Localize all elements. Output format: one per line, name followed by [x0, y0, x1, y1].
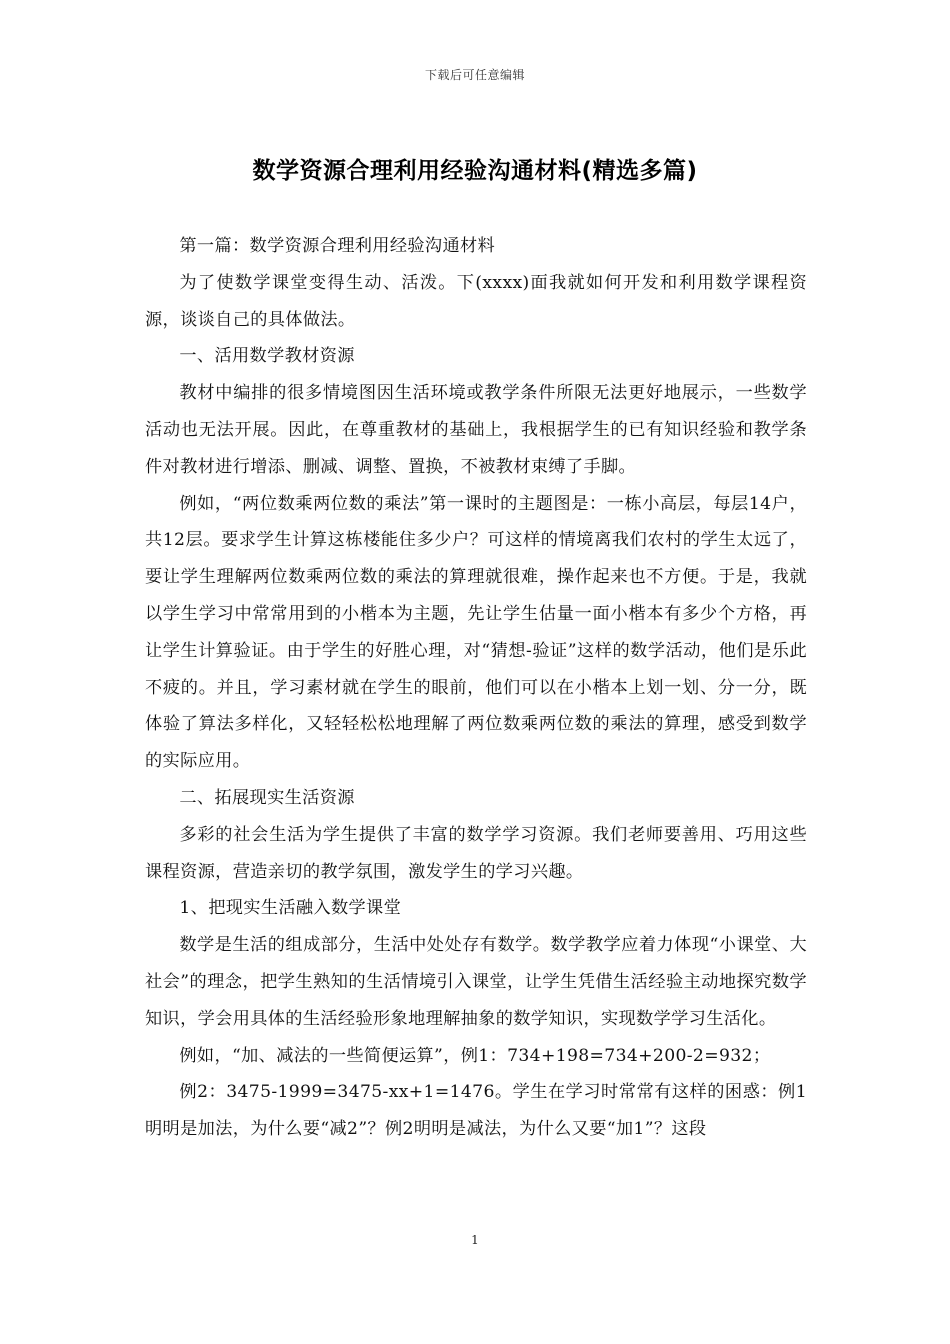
paragraph-intro: 为了使数学课堂变得生动、活泼。下(xxxx)面我就如何开发和利用数学课程资源，谈谈自己的具体做法。	[145, 272, 807, 330]
paragraph-addition-example: 例如，“加、减法的一些简便运算”，例1：734+198=734+200-2=932；	[179, 1045, 771, 1066]
document-body	[145, 228, 807, 1148]
paragraph-multiplication-example: 例如，“两位数乘两位数的乘法”第一课时的主题图是：一栋小高层，每层14户，共12层。要求学生计算这栋楼能住多少户？可这样的情境离我们农村的学生太远了，要让学生理解两位数乘两位数的乘法的算理就很难，操作起来也不方便。于是，我就以学生学习中常常用到的小楷本为主题，先让学生估量一面小楷本有多少个方格，再让学生计算验证。由于学生的好胜心理，对“猜想-验证”这样的数学活动，他们是乐此不疲的。并且，学习素材就在学生的眼前，他们可以在小楷本上划一划、分一分，既体验了算法多样化，又轻轻松松地理解了两位数乘两位数的乘法的算理，感受到数学的实际应用。	[145, 493, 807, 772]
paragraph-textbook-adaptation: 教材中编排的很多情境图因生活环境或教学条件所限无法更好地展示，一些数学活动也无法开展。因此，在尊重教材的基础上，我根据学生的已有知识经验和教学条件对教材进行增添、删减、调整、置换，不被教材束缚了手脚。	[145, 383, 807, 477]
page-number: 1	[471, 1233, 479, 1247]
paragraph-social-life: 多彩的社会生活为学生提供了丰富的数学学习资源。我们老师要善用、巧用这些课程资源，营造亲切的教学氛围，激发学生的学习兴趣。	[145, 824, 807, 882]
section-heading-life-resources: 二、拓展现实生活资源	[179, 787, 355, 808]
section-heading-part-one: 第一篇：数学资源合理利用经验沟通材料	[179, 236, 496, 256]
section-heading-textbook-resources: 一、活用数学教材资源	[179, 346, 355, 367]
paragraph-subtraction-example: 例2：3475-1999=3475-xx+1=1476。学生在学习时常常有这样的困惑：例1明明是加法，为什么要“减2”？例2明明是减法，为什么又要“加1”？这段	[145, 1082, 807, 1140]
header-note: 下载后可任意编辑	[424, 68, 525, 82]
document-title: 数学资源合理利用经验沟通材料(精选多篇)	[252, 158, 698, 184]
subsection-heading-life-into-class: 1、把现实生活融入数学课堂	[179, 898, 402, 919]
paragraph-math-in-life: 数学是生活的组成部分，生活中处处存有数学。数学教学应着力体现“小课堂、大社会”的理念，把学生熟知的生活情境引入课堂，让学生凭借生活经验主动地探究数学知识，学会用具体的生活经验形象地理解抽象的数学知识，实现数学学习生活化。	[145, 935, 807, 1029]
